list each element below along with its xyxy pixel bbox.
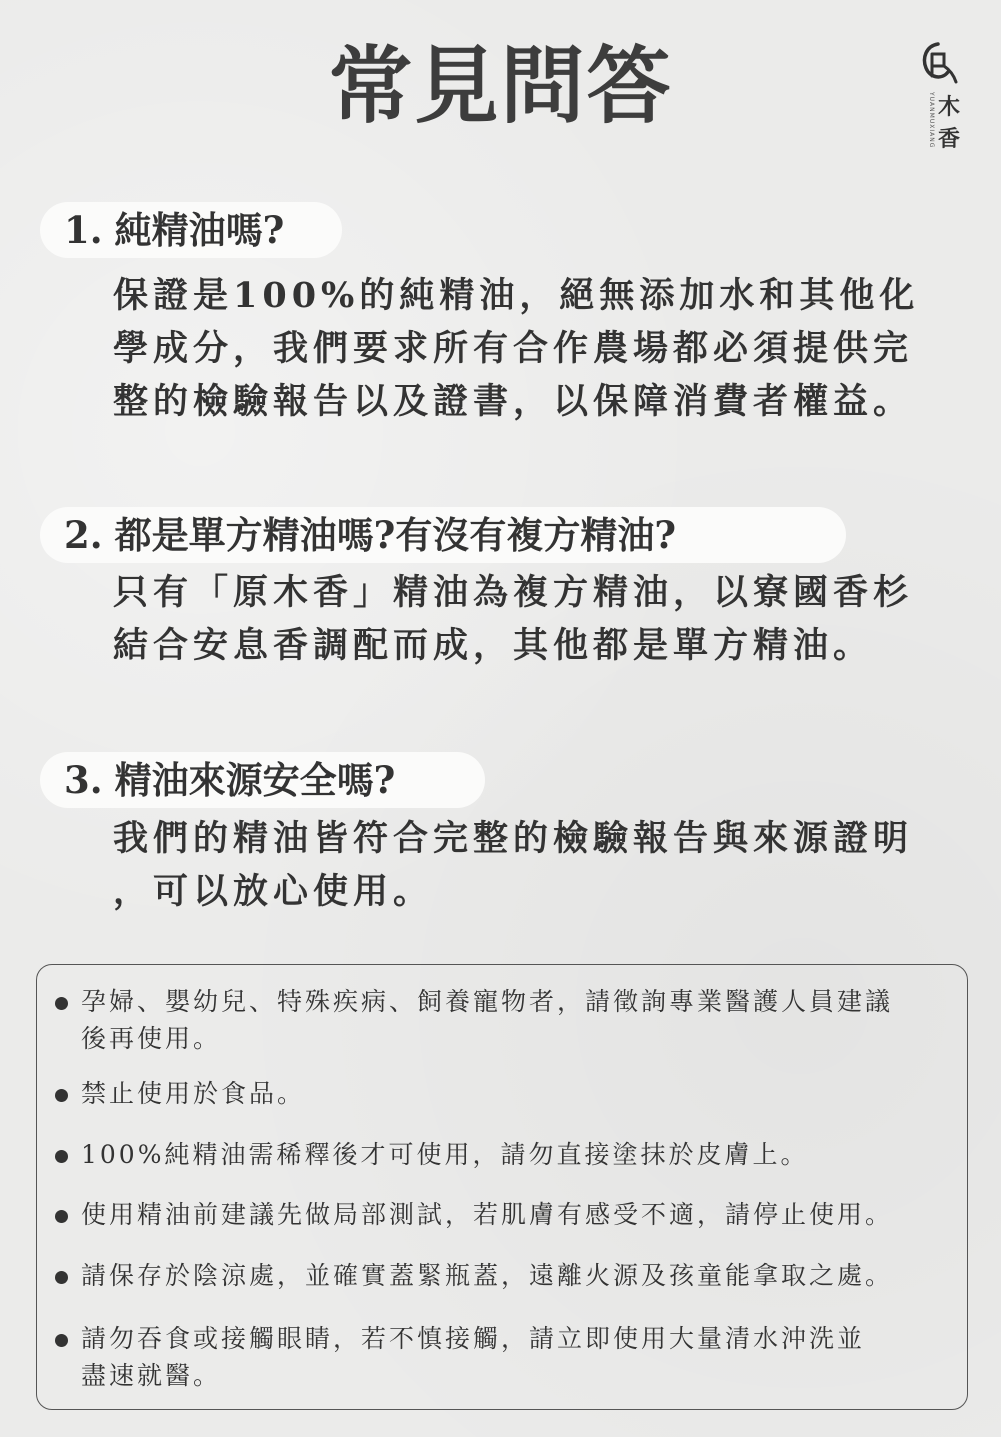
answer-line: 只有「原木香」精油為複方精油，以寮國香杉	[113, 572, 914, 613]
brand-logo-name-bottom: 香	[938, 126, 961, 152]
bullet-icon	[55, 1334, 68, 1347]
faq-question-3	[40, 752, 485, 808]
bullet-icon	[55, 997, 68, 1010]
answer-line: 結合安息香調配而成，其他都是單方精油。	[113, 625, 874, 666]
answer-line: 學成分，我們要求所有合作農場都必須提供完	[113, 328, 914, 369]
page-title: 常見問答	[328, 36, 673, 135]
faq-question-1	[40, 202, 342, 258]
answer-line: 我們的精油皆符合完整的檢驗報告與來源證明	[113, 818, 914, 859]
precaution-line: 後再使用。	[81, 1024, 222, 1053]
precaution-line: 請勿吞食或接觸眼睛，若不慎接觸，請立即使用大量清水沖洗並	[81, 1324, 866, 1353]
answer-line: ，可以放心使用。	[113, 871, 434, 912]
answer-line: 保證是100%的純精油，絕無添加水和其他化	[113, 275, 920, 316]
bullet-icon	[55, 1150, 68, 1163]
faq-number: 3.	[64, 758, 103, 802]
faq-question-text: 精油來源安全嗎?	[114, 758, 396, 802]
brand-logo	[918, 40, 978, 150]
precautions-box	[36, 964, 968, 1410]
precaution-line: 請保存於陰涼處，並確實蓋緊瓶蓋，遠離火源及孩童能拿取之處。	[81, 1261, 894, 1290]
bullet-icon	[55, 1089, 68, 1102]
faq-number: 2.	[64, 513, 103, 557]
faq-question-2	[40, 507, 846, 563]
precaution-line: 100%純精油需稀釋後才可使用，請勿直接塗抹於皮膚上。	[81, 1140, 809, 1169]
precaution-line: 盡速就醫。	[81, 1361, 222, 1390]
precaution-line: 使用精油前建議先做局部測試，若肌膚有感受不適，請停止使用。	[81, 1200, 894, 1229]
faq-question-text: 純精油嗎?	[114, 208, 285, 252]
bullet-icon	[55, 1271, 68, 1284]
brand-logo-icon	[918, 40, 958, 86]
precaution-line: 孕婦、嬰幼兒、特殊疾病、飼養寵物者，請徵詢專業醫護人員建議	[81, 987, 894, 1016]
answer-line: 整的檢驗報告以及證書，以保障消費者權益。	[113, 381, 914, 422]
faq-answer-2	[113, 566, 953, 672]
faq-question-text: 都是單方精油嗎?有沒有複方精油?	[114, 513, 676, 557]
brand-logo-small-text: YUANMUXIANG	[928, 92, 935, 149]
faq-number: 1.	[64, 208, 103, 252]
precaution-line: 禁止使用於食品。	[81, 1079, 306, 1108]
faq-answer-3	[113, 812, 953, 918]
faq-answer-1	[113, 269, 953, 428]
bullet-icon	[55, 1210, 68, 1223]
brand-logo-name-top: 木	[938, 94, 961, 120]
